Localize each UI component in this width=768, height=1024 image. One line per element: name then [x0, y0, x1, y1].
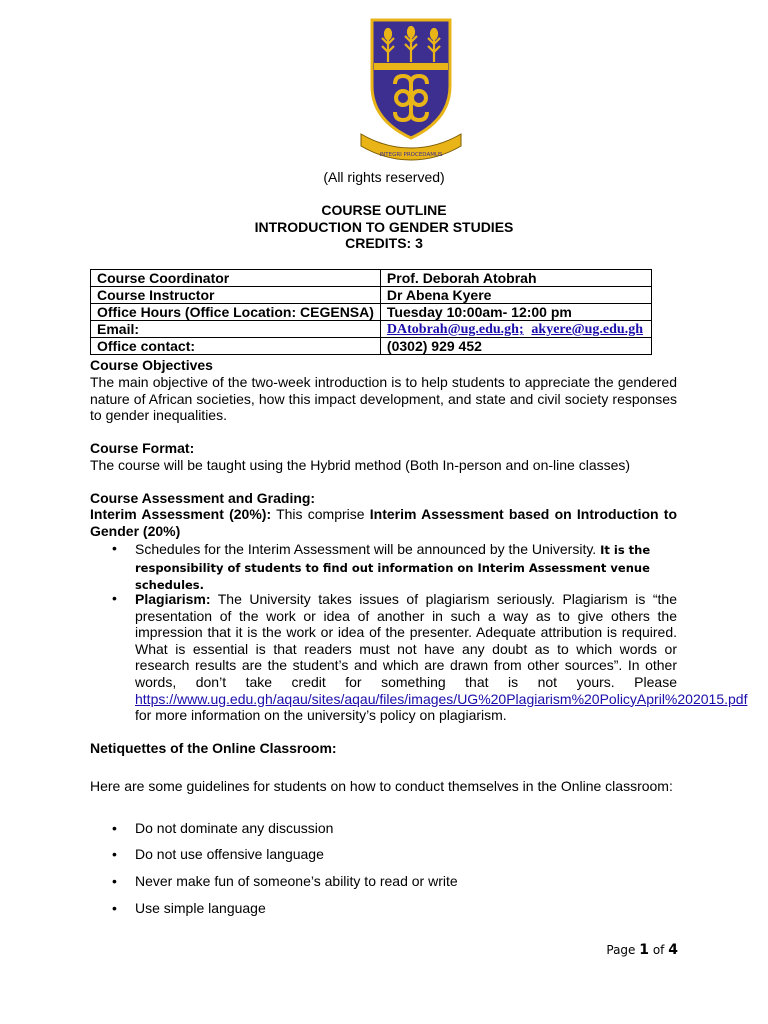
page-word: Page: [606, 943, 636, 957]
plagiarism-after-text: for more information on the university’s policy on plagiarism.: [135, 707, 507, 724]
objectives-heading: Course Objectives: [90, 357, 213, 373]
office-hours-value: Tuesday 10:00am- 12:00 pm: [380, 304, 651, 321]
table-row: [91, 321, 652, 338]
netiquette-heading: Netiquettes of the Online Classroom:: [90, 740, 337, 756]
table-row: [91, 338, 652, 355]
rights-notice: (All rights reserved): [323, 169, 445, 185]
current-page-number: 1: [639, 942, 650, 958]
of-word: of: [652, 943, 665, 957]
interim-mid-text: This comprise: [276, 506, 365, 522]
document-title-block: [90, 202, 678, 252]
office-contact-value: (0302) 929 452: [380, 338, 651, 355]
format-heading: Course Format:: [90, 440, 195, 456]
bullet-icon: •: [112, 846, 117, 862]
title-course-outline: COURSE OUTLINE: [321, 202, 447, 218]
course-info-table: [90, 269, 652, 355]
bullet-icon: •: [112, 540, 117, 556]
list-item-interim-schedule: [135, 541, 677, 594]
office-hours-label: Office Hours (Office Location: CEGENSA): [91, 304, 381, 321]
interim-bold-text: Interim Assessment based on Introduction to Gender (20%): [90, 506, 677, 539]
table-row: [91, 287, 652, 304]
plagiarism-policy-link[interactable]: https://www.ug.edu.gh/aqau/sites/aqau/files/images/UG%20Plagiarism%20PolicyApril%202015.pdf: [135, 690, 748, 707]
plagiarism-text: The University takes issues of plagiarism seriously. Plagiarism is “the presentation of the work or idea of another in such a way as to give others the impression that it is the work or idea of the presenter. Adequate attribution is required. What is essential is that readers must not have any doubt as to which words or research results are the student’s and which are drawn from other sources”. In other words, don’t take credit for something that is not yours. Please: [135, 591, 678, 690]
list-item: Do not dominate any discussion: [135, 820, 334, 836]
office-contact-label: Office contact:: [91, 338, 381, 355]
email-value: [380, 321, 651, 338]
crest-motto: INTEGRI PROCEDAMUS: [379, 152, 443, 158]
netiquette-intro: Here are some guidelines for students on how to conduct themselves in the Online classroom:: [90, 778, 673, 794]
format-text: The course will be taught using the Hybrid method (Both In-person and on-line classes): [90, 457, 631, 473]
table-row: [91, 304, 652, 321]
bullet-icon: •: [112, 900, 117, 916]
list-item-plagiarism: [135, 591, 748, 724]
university-crest-logo: [355, 16, 467, 161]
bullet-icon: •: [112, 590, 117, 606]
title-course-name: INTRODUCTION TO GENDER STUDIES: [254, 218, 514, 235]
instructor-value: Dr Abena Kyere: [380, 287, 651, 304]
coordinator-value: Prof. Deborah Atobrah: [380, 270, 651, 287]
responsibility-bold-text: It is the responsibility of students to find out information on Interim Assessment venue schedules.: [135, 543, 651, 593]
objectives-text: The main objective of the two-week introduction is to help students to appreciate the gendered nature of African societies, how this impact development, and state and civil society responses to gender inequalities.: [90, 374, 677, 424]
coordinator-label: Course Coordinator: [91, 270, 381, 287]
email-label: Email:: [91, 321, 381, 338]
assessment-heading: Course Assessment and Grading:: [90, 490, 316, 506]
instructor-label: Course Instructor: [91, 287, 381, 304]
title-credits: CREDITS: 3: [345, 235, 423, 251]
schedule-text: Schedules for the Interim Assessment will be announced by the University.: [135, 541, 597, 557]
page-number-footer: [606, 942, 678, 958]
email-link-instructor[interactable]: akyere@ug.edu.gh: [531, 322, 643, 337]
list-item: Do not use offensive language: [135, 846, 324, 862]
interim-assessment-paragraph: [90, 506, 677, 539]
bullet-icon: •: [112, 820, 117, 836]
interim-label: Interim Assessment (20%):: [90, 506, 272, 522]
table-row: [91, 270, 652, 287]
list-item: Never make fun of someone’s ability to read or write: [135, 873, 458, 889]
total-page-number: 4: [668, 942, 678, 958]
email-link-coordinator[interactable]: DAtobrah@ug.edu.gh;: [386, 322, 524, 337]
bullet-icon: •: [112, 873, 117, 889]
plagiarism-label: Plagiarism:: [135, 591, 211, 607]
list-item: Use simple language: [135, 900, 266, 916]
